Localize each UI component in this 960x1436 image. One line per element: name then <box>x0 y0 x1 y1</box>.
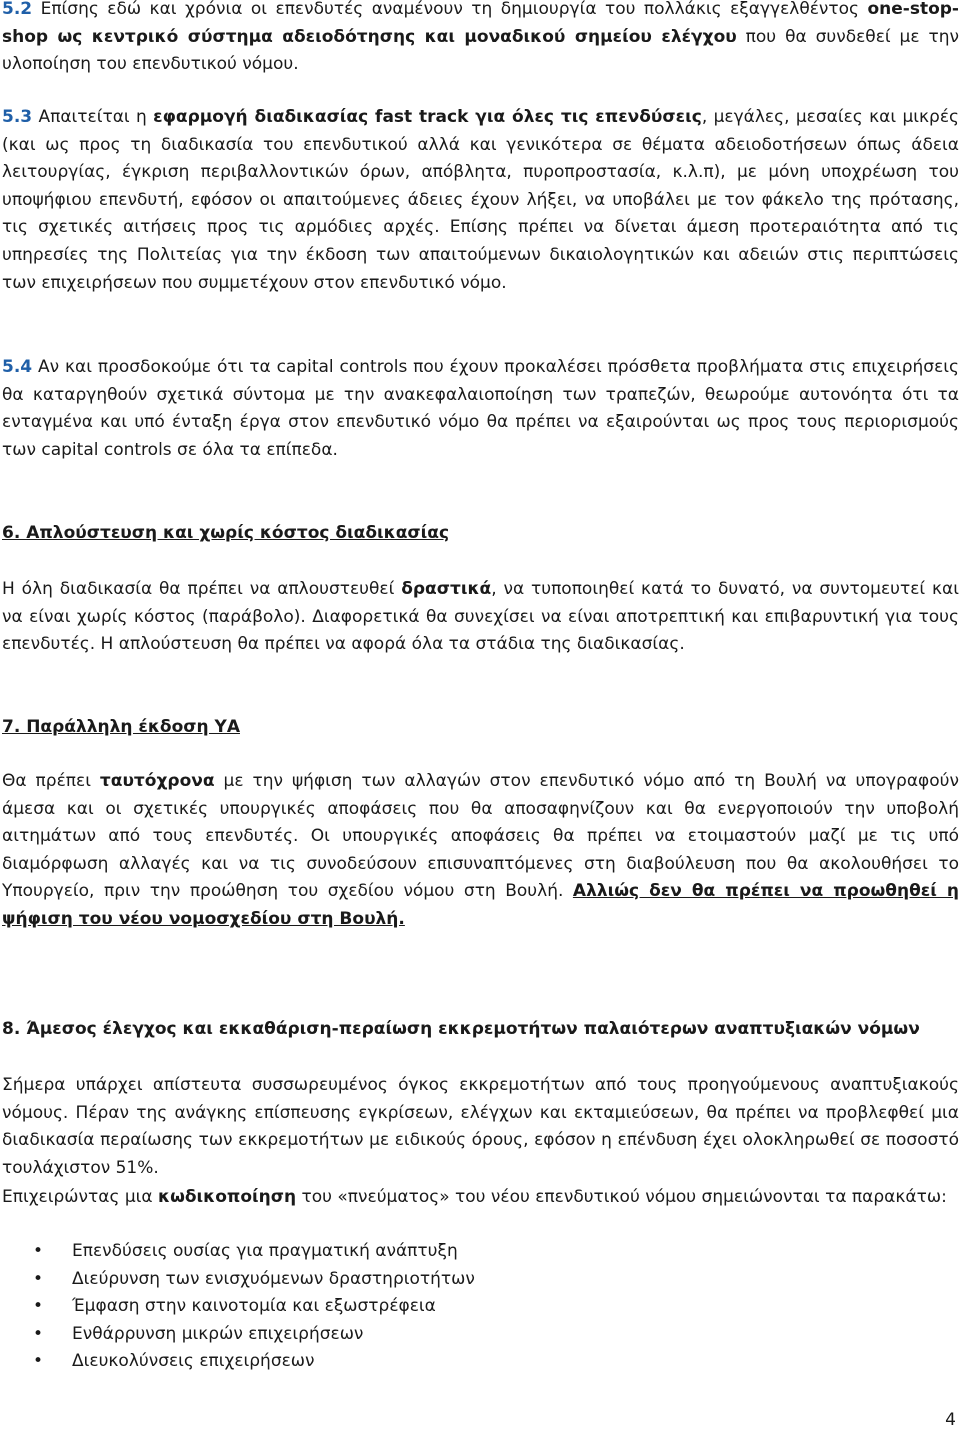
text-run: Η όλη διαδικασία θα πρέπει να απλουστευθεί <box>2 579 402 599</box>
section-8-heading <box>2 1016 959 1044</box>
list-item: • Διευκολύνσεις επιχειρήσεων <box>2 1348 475 1376</box>
text-run: Απαιτείται η <box>32 107 154 127</box>
text-run: που θα συνδεθεί με την υλοποίηση του επενδυτικού νόμου. <box>2 26 959 75</box>
heading-text: 7. Παράλληλη έκδοση ΥΑ <box>2 717 240 737</box>
section-7-heading <box>2 714 959 742</box>
page-number: 4 <box>945 1410 956 1430</box>
text-run: Επιχειρώντας μια <box>2 1187 159 1207</box>
section-6-heading <box>2 520 959 548</box>
paragraph-5-3 <box>2 104 959 297</box>
list-item: • Έμφαση στην καινοτομία και εξωστρέφεια <box>2 1293 475 1321</box>
paragraph-5-4 <box>2 354 959 464</box>
text-run: , μεγάλες, μεσαίες και μικρές (και ως προς τη διαδικασία του επενδυτικού αλλά και γενικότερα σε θέματα αδειοδοτήσεων όπως άδεια λειτουργίας, έγκριση περιβαλλοντικών όρων, απόβλητα, πυροπροστασία, κ.λ.π), με μόνη υποχρέωση του υποψήφιου επενδυτή, εφόσον οι απαιτούμενες άδειες έχουν λήξει, να υποβάλει με τον φάκελο της πρότασης, τις σχετικές αιτήσεις προς τις αρμόδιες αρχές. Επίσης πρέπει να δίνεται άμεση προτεραιότητα από τις υπηρεσίες της Πολιτείας για την έκδοση των απαιτούμενων δικαιολογητικών και αδειών στις περιπτώσεις των επιχειρήσεων που συμμετέχουν στον επενδυτικό νόμο. <box>2 107 959 293</box>
bold-text: εφαρμογή διαδικασίας fast track για όλες τις επενδύσεις <box>153 107 702 127</box>
bold-underlined-text: Αλλιώς δεν θα πρέπει να προωθηθεί η ψήφιση του νέου νομοσχεδίου στη Βουλή. <box>2 881 959 929</box>
heading-text: 8. Άμεσος έλεγχος και εκκαθάριση-περαίωση εκκρεμοτήτων παλαιότερων αναπτυξιακών νόμων <box>2 1019 920 1039</box>
bullet-list <box>2 1238 475 1376</box>
text-run: , να τυποποιηθεί κατά το δυνατό, να συντομευτεί και να είναι χωρίς κόστος (παράβολο). Διαφορετικά θα συνεχίσει να είναι αποτρεπτική και επιβαρυντική για τους επενδυτές. Η απλούστευση θα πρέπει να αφορά όλα τα στάδια της διαδικασίας. <box>2 579 959 655</box>
bold-text: one-stop-shop ως κεντρικό σύστημα αδειοδότησης και μοναδικού σημείου ελέγχου <box>2 0 959 47</box>
bold-text: κωδικοποίηση <box>158 1187 297 1207</box>
section-number: 5.4 <box>2 357 33 377</box>
paragraph-codification <box>2 1184 959 1212</box>
list-item: • Διεύρυνση των ενισχυόμενων δραστηριοτήτων <box>2 1266 475 1294</box>
heading-text: 6. Απλούστευση και χωρίς κόστος διαδικασίας <box>2 523 450 543</box>
text-run: Αν και προσδοκούμε ότι τα capital controls που έχουν προκαλέσει πρόσθετα προβλήματα στις επιχειρήσεις θα καταργηθούν σχετικά σύντομα με την ανακεφαλαιοποίηση των τραπεζών, θεωρούμε αυτονόητα ότι τα ενταγμένα και υπό ένταξη έργα στον επενδυτικό νόμο θα πρέπει να εξαιρούνται ως προς τους περιορισμούς των capital controls σε όλα τα επίπεδα. <box>2 357 959 460</box>
section-number: 5.3 <box>2 107 33 127</box>
bold-text: ταυτόχρονα <box>99 771 215 791</box>
paragraph-6 <box>2 576 959 659</box>
paragraph-7 <box>2 768 959 934</box>
section-number: 5.2 <box>2 0 33 19</box>
paragraph-5-2 <box>2 0 959 79</box>
bold-text: δραστικά <box>401 579 492 599</box>
list-item: • Επενδύσεις ουσίας για πραγματική ανάπτυξη <box>2 1238 475 1266</box>
paragraph-8: Σήμερα υπάρχει απίστευτα συσσωρευμένος όγκος εκκρεμοτήτων από τους προηγούμενους αναπτυξιακούς νόμους. Πέραν της ανάγκης επίσπευσης εγκρίσεων, ελέγχων και εκταμιεύσεων, θα πρέπει να προβλεφθεί μια διαδικασία περαίωσης των εκκρεμοτήτων με ειδικούς όρους, εφόσον η επένδυση έχει ολοκληρωθεί σε ποσοστό τουλάχιστον 51%. <box>2 1075 959 1178</box>
text-run: με την ψήφιση των αλλαγών στον επενδυτικό νόμο από τη Βουλή να υπογραφούν άμεσα και οι σχετικές υπουργικές αποφάσεις που θα αποσαφηνίζουν και θα ενεργοποιούν την υποβολή αιτημάτων από τους επενδυτές. Οι υπουργικές αποφάσεις θα πρέπει να ετοιμαστούν μαζί με τις υπό διαμόρφωση αλλαγές και να τις συνοδεύσουν επισυναπτόμενες στη διαβούλευση που θα ακολουθήσει το Υπουργείο, πριν την προώθηση του σχεδίου νόμου στη Βουλή. <box>2 771 959 902</box>
text-run: του «πνεύματος» του νέου επενδυτικού νόμου σημειώνονται τα παρακάτω: <box>296 1187 947 1207</box>
list-item: • Ενθάρρυνση μικρών επιχειρήσεων <box>2 1321 475 1349</box>
text-run: Επίσης εδώ και χρόνια οι επενδυτές αναμένουν τη δημιουργία του πολλάκις εξαγγελθέντος <box>32 0 868 19</box>
text-run: Θα πρέπει <box>2 771 100 791</box>
